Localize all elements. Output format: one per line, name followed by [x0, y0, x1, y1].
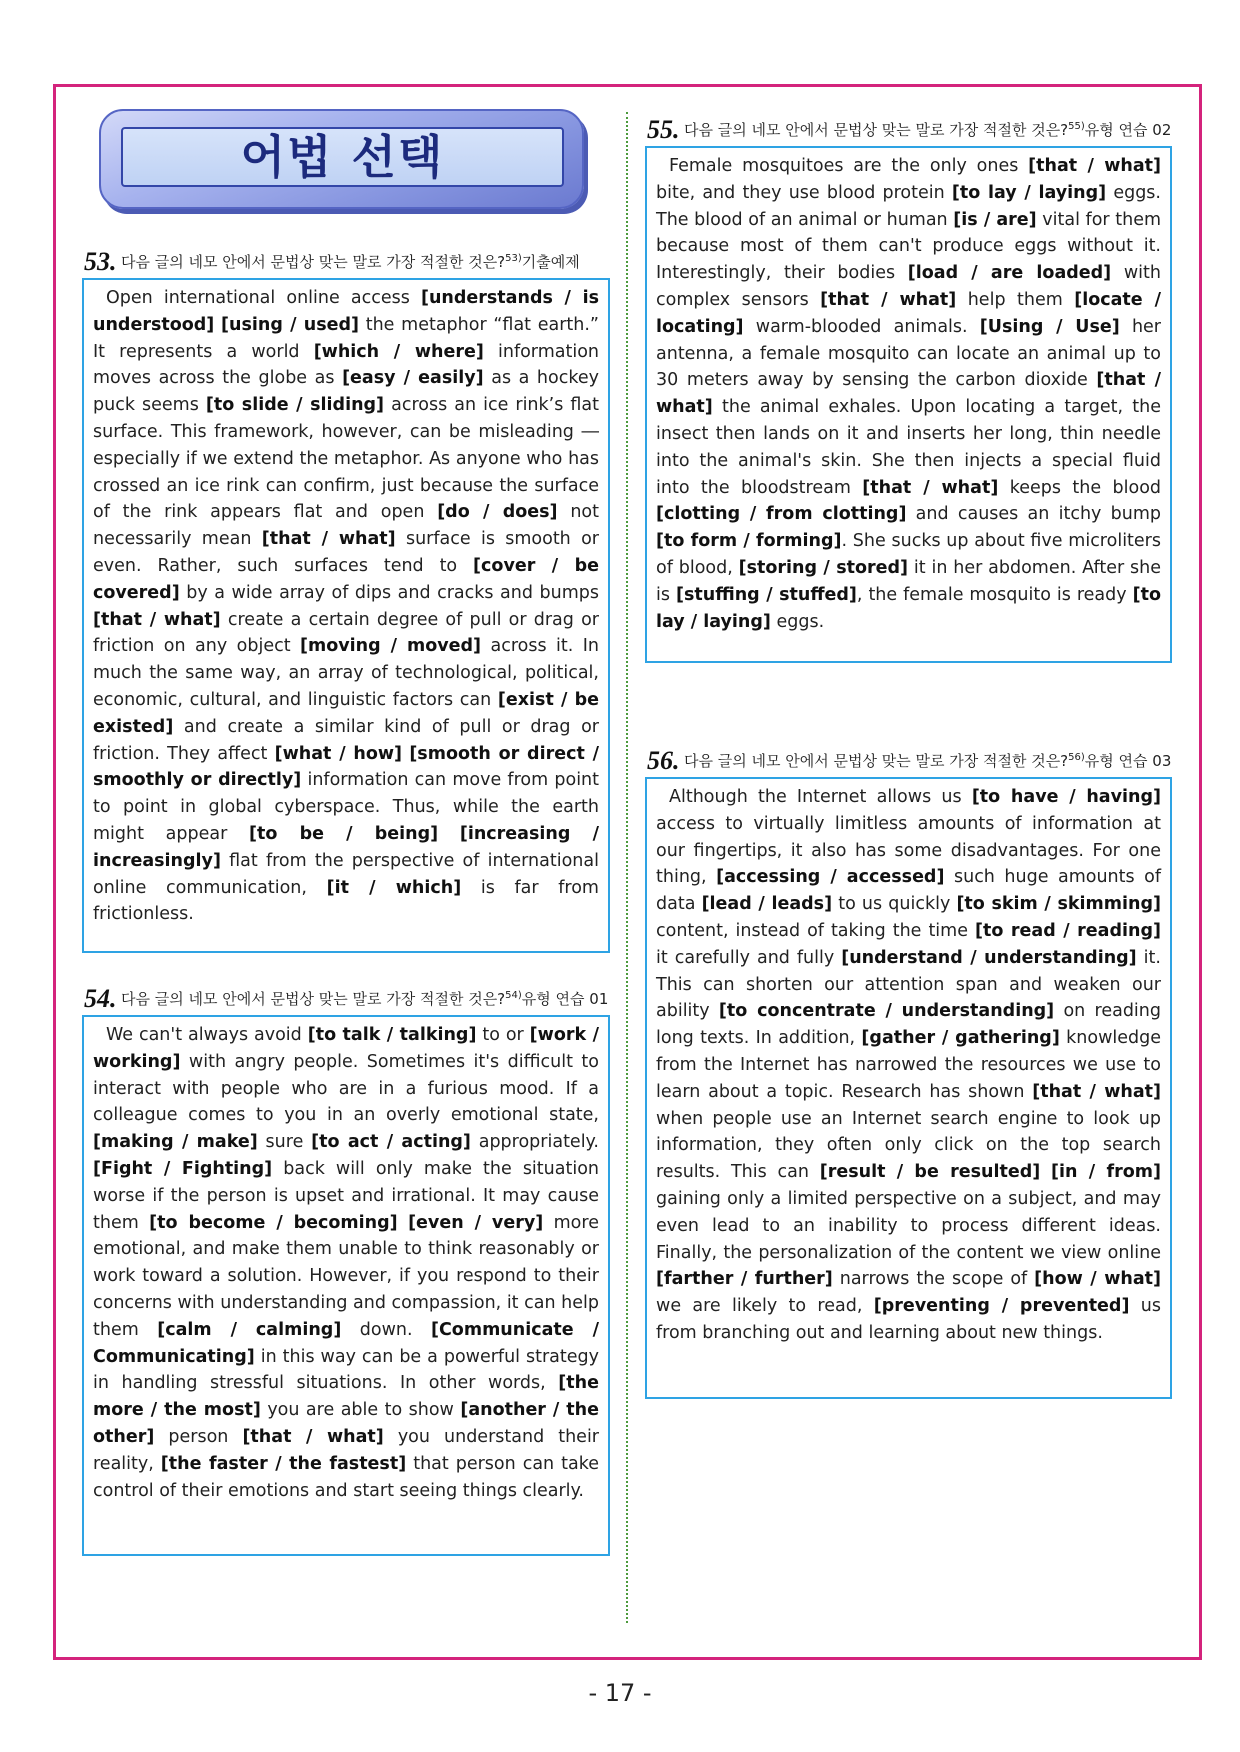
answer-choice: [that / what] [862, 477, 999, 498]
question-55-heading [645, 115, 1172, 144]
answer-choice: [work / working] [93, 1025, 599, 1072]
footnote-marker: 54) [505, 990, 522, 1001]
passage-text: you understand their reality, [93, 1426, 599, 1474]
question-prompt-line [121, 988, 610, 1010]
passage-text: information moves across the globe as [93, 341, 599, 389]
answer-choice: [using / used] [221, 314, 360, 335]
passage-text: across it. In much the same way, an array of technological, political, economic, cultural, and linguistic factors can [93, 636, 599, 710]
passage [656, 784, 1161, 1347]
answer-choice: [is / are] [953, 209, 1037, 230]
answer-choice: [what / how] [274, 743, 403, 764]
passage-text: with angry people. Sometimes it's difficult to interact with people who are in a furious mood. If a colleague comes to you in an overly emotional state, [93, 1051, 599, 1126]
passage-text: appropriately. [470, 1132, 599, 1153]
answer-choice: [that / what] [261, 529, 396, 550]
passage-text: her antenna, a female mosquito can locate an animal up to 30 meters away by sensing the carbon dioxide [656, 316, 1161, 391]
column-divider [626, 112, 628, 1623]
question-tag: 유형 연습 02 [1084, 121, 1172, 139]
answer-choice: [to slide / sliding] [205, 395, 385, 416]
question-prompt-line [684, 119, 1172, 141]
question-tag: 유형 연습 01 [521, 990, 609, 1008]
answer-choice: [to act / acting] [311, 1132, 471, 1153]
passage-text: vital for them because most of them can't produce eggs without it. Interestingly, their bodies [656, 209, 1162, 284]
passage-text: bite, and they use blood protein [656, 182, 952, 203]
passage-text: gaining only a limited perspective on a subject, and may even lead to an inability to process different ideas. Finally, the personalization of the content we view online [656, 1188, 1161, 1263]
passage-text: content, instead of taking the time [656, 920, 975, 941]
answer-choice: [Communicate / Communicating] [93, 1319, 599, 1367]
answer-choice: [how / what] [1034, 1269, 1161, 1290]
answer-choice: [locate / locating] [656, 289, 1161, 337]
answer-choice: [understands / is understood] [93, 288, 599, 335]
answer-choice: [smooth or direct / smoothly or directly] [93, 743, 599, 791]
question-56-passage-box [645, 777, 1172, 1399]
question-number: 55. [647, 115, 680, 144]
passage-text: create a certain degree of pull or drag or friction on any object [93, 609, 599, 657]
passage-text: that person can take control of their emotions and start seeing things clearly. [93, 1453, 600, 1501]
passage-text: to us quickly [832, 894, 957, 915]
passage-text: person [154, 1426, 243, 1447]
answer-choice: [the more / the most] [93, 1373, 599, 1421]
answer-choice: [lead / leads] [701, 894, 833, 915]
answer-choice: [which / where] [313, 341, 484, 362]
question-53-passage-box [82, 278, 610, 953]
passage-text: the animal exhales. Upon locating a target, the insect then lands on it and inserts her long, thin needle into the animal's skin. She then injects a special fluid into the bloodstream [656, 397, 1161, 498]
question-number: 53. [84, 247, 117, 276]
answer-choice: [farther / further] [656, 1269, 833, 1290]
passage-text: eggs. [770, 611, 825, 632]
answer-choice: [load / are loaded] [907, 263, 1112, 284]
passage-text [214, 315, 221, 335]
answer-choice: [to skim / skimming] [956, 894, 1161, 915]
passage-text: eggs. The blood of an animal or human [656, 182, 1161, 230]
answer-choice: [to lay / laying] [656, 584, 1161, 632]
passage-text [438, 824, 460, 844]
answer-choice: [increasing / increasingly] [93, 823, 599, 871]
answer-choice: [that / what] [242, 1426, 384, 1447]
answer-choice: [exist / be existed] [93, 689, 599, 737]
answer-choice: [result / be resulted] [819, 1162, 1041, 1183]
question-54-passage-box [82, 1015, 610, 1556]
answer-choice: [storing / stored] [738, 557, 909, 578]
passage-text: such huge amounts of data [656, 867, 1162, 915]
answer-choice: [in / from] [1051, 1162, 1161, 1183]
answer-choice: [to talk / talking] [307, 1025, 477, 1045]
passage-text [1040, 1162, 1051, 1182]
answer-choice: [understand / understanding] [841, 947, 1137, 968]
question-prompt-line [684, 750, 1172, 772]
passage-text: the metaphor “flat earth.” It represents a world [93, 314, 599, 362]
answer-choice: [stuffing / stuffed] [675, 584, 857, 605]
question-tag: 기출예제 [521, 253, 580, 271]
passage [656, 153, 1161, 635]
answer-choice: [gather / gathering] [861, 1028, 1060, 1049]
answer-choice: [to lay / laying] [951, 182, 1107, 203]
passage-text: it. This can shorten our attention span and weaken our ability [656, 947, 1161, 1022]
passage-text: warm-blooded animals. [743, 316, 980, 337]
passage-text [398, 1213, 408, 1233]
passage-text: more emotional, and make them unable to think reasonably or work toward a solution. However, if you respond to their concerns with understanding and compassion, it can help them [93, 1212, 599, 1340]
question-55-passage-box [645, 146, 1172, 663]
passage-text: when people use an Internet search engine to look up information, they often only click on the top search results. This can [656, 1108, 1161, 1183]
answer-choice: [cover / be covered] [93, 555, 599, 603]
passage-text: is far from frictionless. [93, 877, 599, 925]
passage-text: as a hockey puck seems [93, 368, 599, 416]
passage-text: surface is smooth or even. Rather, such surfaces tend to [93, 529, 599, 576]
question-prompt: 다음 글의 네모 안에서 문법상 맞는 말로 가장 적절한 것은? [684, 121, 1069, 139]
answer-choice: [that / what] [93, 609, 221, 630]
question-54-heading [82, 984, 610, 1013]
answer-choice: [easy / easily] [342, 368, 484, 389]
question-53-heading [82, 247, 610, 276]
passage [93, 285, 599, 928]
passage-text: Open international online access [106, 288, 421, 308]
answer-choice: [accessing / accessed] [716, 867, 945, 888]
question-prompt: 다음 글의 네모 안에서 문법상 맞는 말로 가장 적절한 것은? [121, 253, 506, 271]
answer-choice: [preventing / prevented] [873, 1296, 1130, 1317]
answer-choice: [to have / having] [971, 787, 1161, 807]
answer-choice: [do / does] [437, 502, 558, 523]
passage-text: , the female mosquito is ready [856, 584, 1133, 605]
answer-choice: [moving / moved] [300, 636, 482, 657]
passage-text: Female mosquitoes are the only ones [669, 156, 1029, 176]
passage-text: and causes an itchy bump [906, 504, 1161, 525]
section-title: 어법 선택 [240, 130, 445, 184]
answer-choice: [calm / calming] [157, 1319, 342, 1340]
passage-text: it in her abdomen. After she is [656, 557, 1161, 605]
passage-text: to or [476, 1025, 530, 1045]
question-prompt: 다음 글의 네모 안에서 문법상 맞는 말로 가장 적절한 것은? [121, 990, 506, 1008]
question-tag: 유형 연습 03 [1084, 752, 1172, 770]
passage-text: with complex sensors [656, 263, 1161, 310]
answer-choice: [to be / being] [248, 823, 439, 844]
footnote-marker: 53) [505, 253, 522, 264]
answer-choice: [to read / reading] [974, 920, 1161, 941]
page-number: - 17 - [588, 1679, 652, 1707]
passage-text: across an ice rink’s flat surface. This framework, however, can be misleading ― especially if we extend the metaphor. As anyone who has crossed an ice rink can confirm, just because the surface of the rink appears flat and open [93, 395, 599, 523]
answer-choice: [to form / forming] [656, 531, 842, 552]
footnote-marker: 55) [1068, 121, 1085, 132]
question-number: 56. [647, 746, 680, 775]
left-column [82, 247, 610, 1556]
passage-text: access to virtually limitless amounts of information at our fingertips, it also has some disadvantages. For one thing, [656, 813, 1161, 888]
passage-text: narrows the scope of [832, 1269, 1035, 1290]
answer-choice: [that / what] [1032, 1081, 1161, 1102]
question-prompt: 다음 글의 네모 안에서 문법상 맞는 말로 가장 적절한 것은? [684, 752, 1069, 770]
passage-text: us from branching out and learning about new things. [656, 1296, 1161, 1343]
passage-text: we are likely to read, [656, 1296, 874, 1317]
passage-text: We can't always avoid [106, 1025, 308, 1045]
answer-choice: [the faster / the fastest] [160, 1453, 407, 1474]
passage-text: not necessarily mean [93, 502, 599, 550]
answer-choice: [that / what] [656, 370, 1161, 418]
answer-choice: [Using / Use] [979, 316, 1120, 337]
answer-choice: [it / which] [326, 877, 462, 898]
passage-text: Although the Internet allows us [669, 787, 972, 807]
passage-text: sure [257, 1132, 312, 1153]
answer-choice: [another / the other] [93, 1400, 600, 1447]
answer-choice: [Fight / Fighting] [93, 1158, 273, 1179]
passage-text: keeps the blood [998, 477, 1162, 498]
answer-choice: [to become / becoming] [149, 1212, 398, 1233]
answer-choice: [even / very] [408, 1212, 544, 1233]
question-56-heading [645, 746, 1172, 775]
section-title-plate [121, 127, 564, 187]
passage-text: by a wide array of dips and cracks and bumps [179, 582, 599, 603]
passage-text: knowledge from the Internet has narrowed the resources we use to learn about a topic. Research has shown [656, 1028, 1162, 1102]
answer-choice: [making / make] [93, 1132, 258, 1153]
passage-text: it carefully and fully [656, 947, 842, 968]
passage-text: back will only make the situation worse if the person is upset and irrational. It may cause them [93, 1158, 599, 1233]
passage-text: in this way can be a powerful strategy in handling stressful situations. In other words, [93, 1346, 599, 1394]
question-number: 54. [84, 984, 117, 1013]
passage-text: flat from the perspective of international online communication, [93, 850, 599, 898]
passage [93, 1022, 599, 1504]
passage-text: help them [956, 289, 1075, 310]
answer-choice: [clotting / from clotting] [656, 504, 907, 525]
passage-text: information can move from point to point in global cyberspace. Thus, while the earth might appear [93, 770, 600, 844]
passage-text: and create a similar kind of pull or drag or friction. They affect [93, 716, 599, 764]
passage-text: down. [341, 1319, 431, 1340]
answer-choice: [that / what] [1028, 156, 1161, 176]
right-column [645, 115, 1172, 1399]
passage-text: you are able to show [260, 1400, 461, 1421]
answer-choice: [that / what] [820, 289, 957, 310]
passage-text: on reading long texts. In addition, [656, 1001, 1161, 1049]
question-prompt-line [121, 251, 610, 273]
answer-choice: [to concentrate / understanding] [718, 1001, 1055, 1022]
footnote-marker: 56) [1068, 752, 1085, 763]
section-title-banner [99, 109, 584, 209]
passage-text: . She sucks up about five microliters of blood, [656, 531, 1161, 578]
